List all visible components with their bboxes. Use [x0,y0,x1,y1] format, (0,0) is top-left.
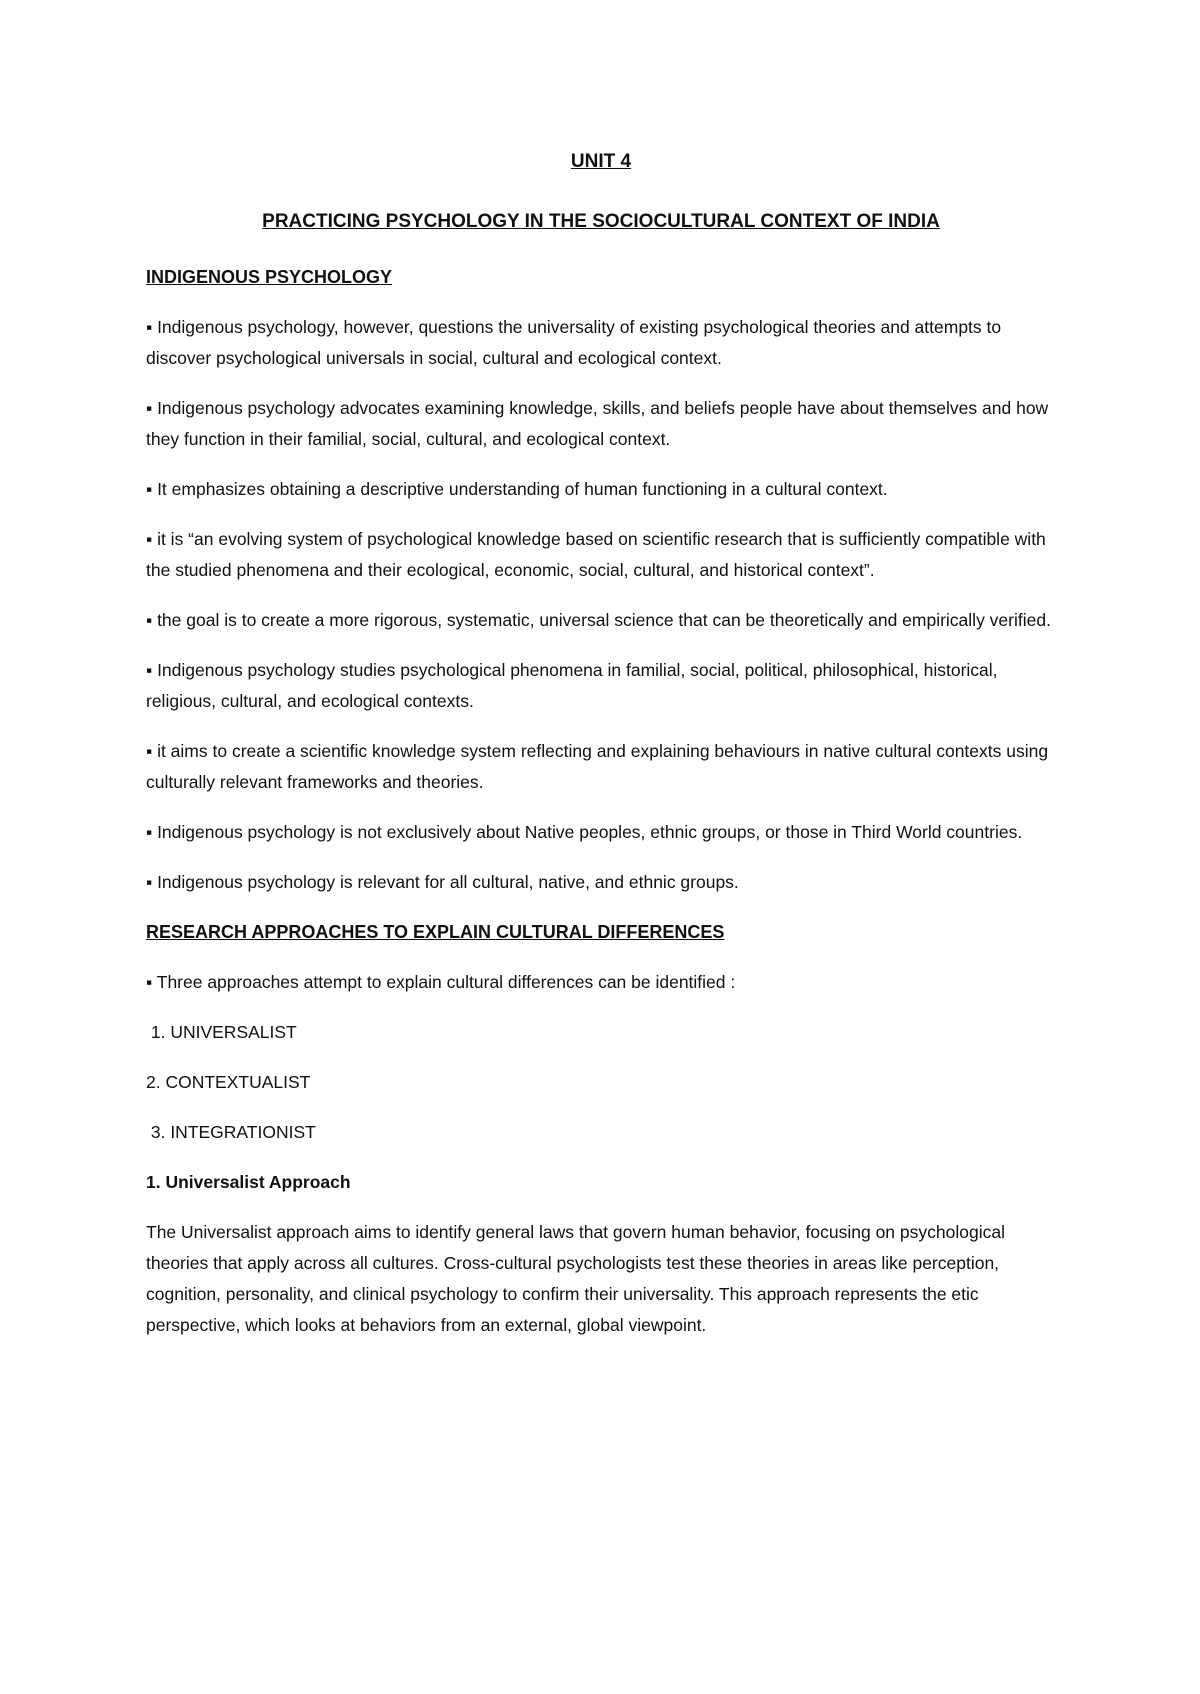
approach-item-contextualist: 2. CONTEXTUALIST [146,1072,311,1092]
section-heading-research-approaches: RESEARCH APPROACHES TO EXPLAIN CULTURAL DIFFERENCES [146,922,725,942]
approach-item-integrationist: 3. INTEGRATIONIST [146,1122,316,1142]
section-heading-indigenous: INDIGENOUS PSYCHOLOGY [146,267,393,287]
unit-title: UNIT 4 [570,151,632,172]
bullet-item: ▪ It emphasizes obtaining a descriptive understanding of human functioning in a cultural context. [146,479,888,499]
universalist-paragraph: The Universalist approach aims to identify general laws that govern human behavior, focusing on psychological theories that apply across all cultures. Cross-cultural psychologists test these theories in areas like perception, cognition, personality, and clinical psychology to confirm their universality. This approach represents the etic perspective, which looks at behaviors from an external, global viewpoint. [146,1222,1005,1335]
bullet-item: ▪ Indigenous psychology is not exclusively about Native peoples, ethnic groups, or those in Third World countries. [146,822,1023,842]
bullet-item: ▪ the goal is to create a more rigorous, systematic, universal science that can be theoretically and empirically verified. [146,610,1051,630]
sub-heading-universalist: 1. Universalist Approach [146,1172,351,1192]
approach-item-universalist: 1. UNIVERSALIST [146,1022,297,1042]
bullet-item: ▪ Indigenous psychology advocates examining knowledge, skills, and beliefs people have about themselves and how they function in their familial, social, cultural, and ecological context. [146,398,1049,449]
bullet-item: ▪ Indigenous psychology is relevant for all cultural, native, and ethnic groups. [146,872,739,892]
bullet-item: ▪ Indigenous psychology, however, questions the universality of existing psychological theories and attempts to discover psychological universals in social, cultural and ecological context. [146,317,1002,368]
main-title: PRACTICING PSYCHOLOGY IN THE SOCIOCULTURAL CONTEXT OF INDIA [262,211,940,232]
bullet-item: ▪ it is “an evolving system of psychological knowledge based on scientific research that is sufficiently compatible with the studied phenomena and their ecological, economic, social, cultural, and historical context”. [146,529,1046,580]
approaches-intro: ▪ Three approaches attempt to explain cultural differences can be identified : [146,972,736,992]
bullet-item: ▪ Indigenous psychology studies psychological phenomena in familial, social, political, philosophical, historical, religious, cultural, and ecological contexts. [146,660,998,711]
document-page [146,146,1056,1360]
bullet-item: ▪ it aims to create a scientific knowledge system reflecting and explaining behaviours in native cultural contexts using culturally relevant frameworks and theories. [146,741,1049,792]
